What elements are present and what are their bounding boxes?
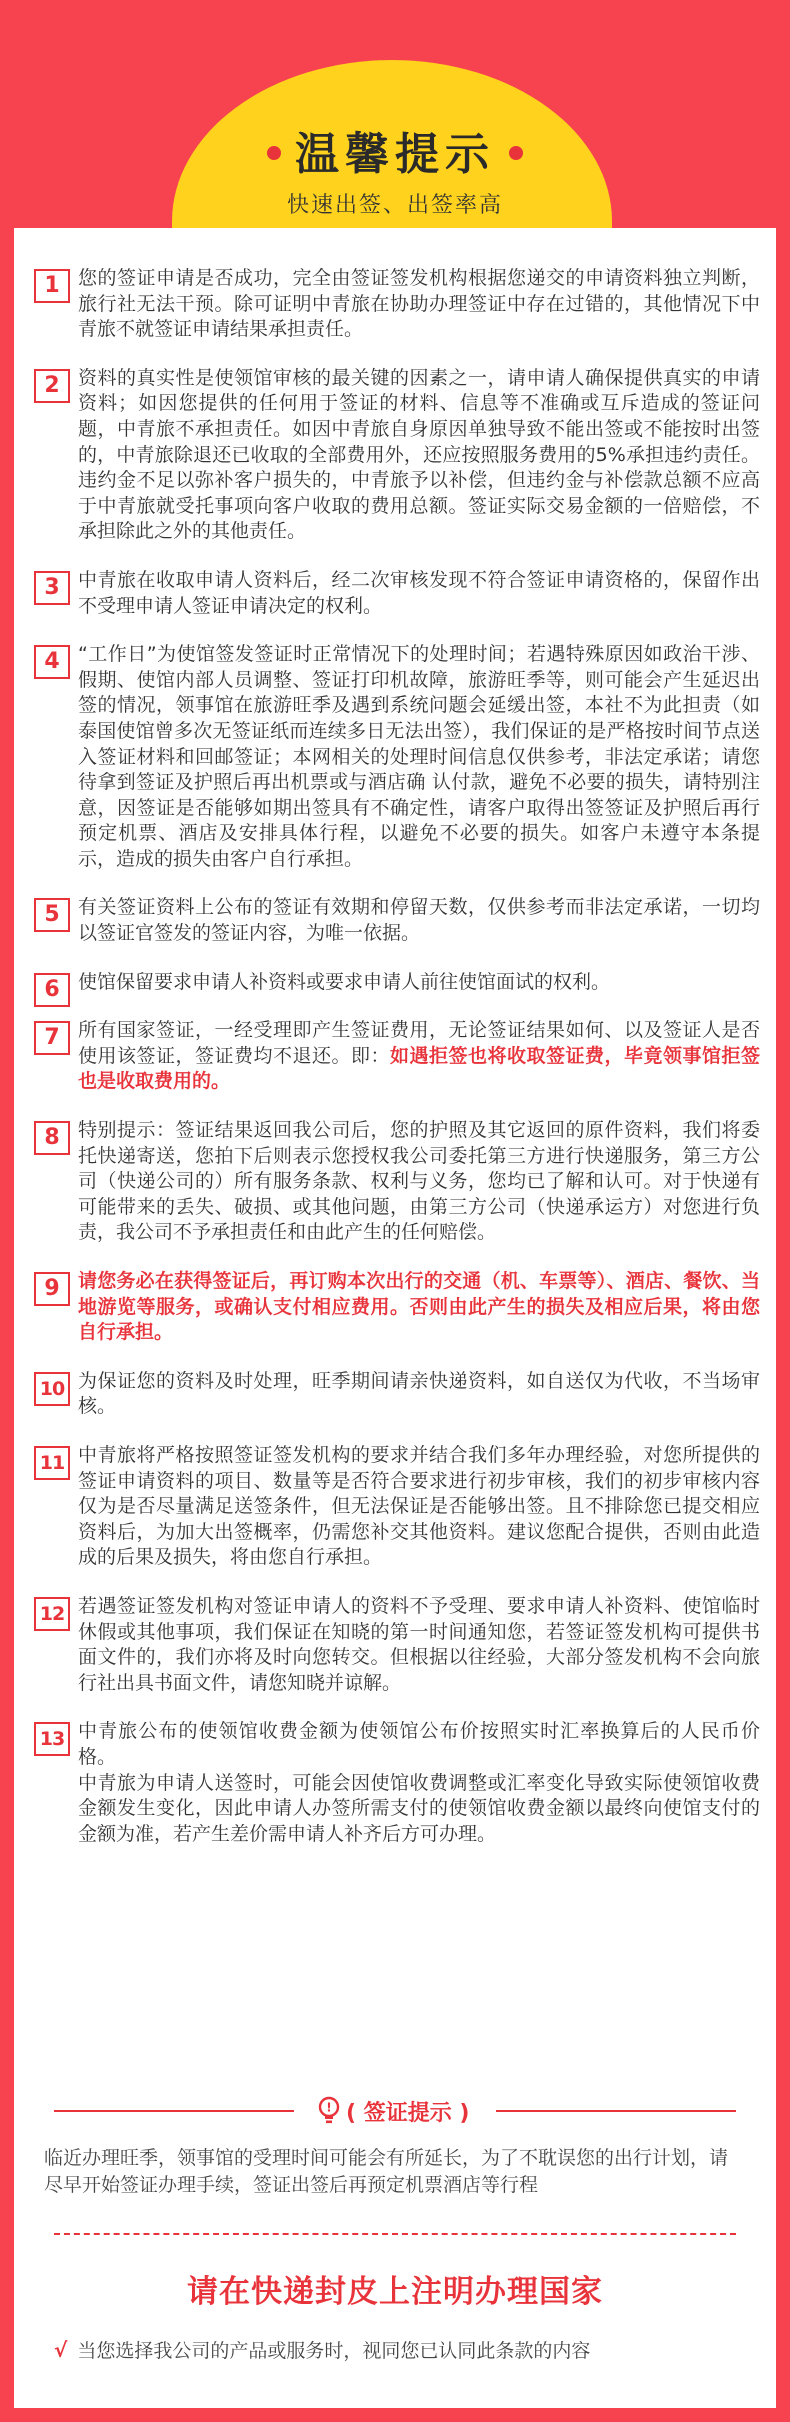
- visa-tip-divider: [14, 2094, 776, 2128]
- content-card: [14, 228, 776, 2408]
- divider-line-right: [496, 2110, 736, 2112]
- item-number-badge: 7: [34, 1021, 70, 1055]
- dashed-divider: [54, 2233, 736, 2235]
- notice-item: [14, 568, 776, 619]
- notice-item: [14, 1018, 776, 1095]
- item-text: [78, 642, 760, 872]
- item-text-segment: 资料的真实性是使领馆审核的最关键的因素之一，请申请人确保提供真实的申请资料；如因您提供的任何用于签证的材料、信息等不准确或互斥造成的签证问题，中青旅不承担责任。如因中青旅自身原因单独导致不能出签或不能按时出签的，中青旅除退还已收取的全部费用外，还应按照服务费用的5%承担违约责任。违约金不足以弥补客户损失的，中青旅予以补偿，但违约金与补偿款总额不应高于中青旅就受托事项向客户收取的费用总额。签证实际交易金额的一倍赔偿，不承担除此之外的其他责任。: [78, 366, 760, 543]
- item-text: [78, 1719, 760, 1847]
- item-text-segment: 中青旅将严格按照签证签发机构的要求并结合我们多年办理经验，对您所提供的签证申请资料的项目、数量等是否符合要求进行初步审核，我们的初步审核内容仅为是否尽量满足送签条件，但无法保证是否能够出签。且不排除您已提交相应资料后，为加大出签概率，仍需您补交其他资料。建议您配合提供，否则由此造成的后果及损失，将由您自行承担。: [78, 1443, 760, 1569]
- notice-item: [14, 970, 776, 1002]
- notice-item: [14, 1369, 776, 1420]
- page-title-row: [0, 118, 790, 182]
- notice-item: [14, 1594, 776, 1696]
- item-text: [78, 1118, 760, 1246]
- item-text-segment: 特别提示：签证结果返回我公司后，您的护照及其它返回的原件资料，我们将委托快递寄送，您拍下后则表示您授权我公司委托第三方进行快递服务，第三方公司（快递公司的）所有服务条款、权利与义务，您均已了解和认可。对于快递有可能带来的丢失、破损、或其他问题，由第三方公司（快递承运方）对您进行负责，我公司不予承担责任和由此产生的任何赔偿。: [78, 1119, 760, 1244]
- item-text: [78, 568, 760, 619]
- item-number-badge: 5: [34, 898, 70, 932]
- visa-tip-label: ( 签证提示 ): [346, 2101, 470, 2126]
- divider-line-left: [54, 2110, 294, 2112]
- item-number-badge: 10: [34, 1372, 70, 1406]
- item-text-segment: 请您务必在获得签证后，再订购本次出行的交通（机、车票等）、酒店、餐饮、当地游览等服务，或确认支付相应费用。否则由此产生的损失及相应后果，将由您自行承担。: [78, 1270, 760, 1344]
- agreement-line: [54, 2336, 754, 2363]
- item-text-segment: 使馆保留要求申请人补资料或要求申请人前往使馆面试的权利。: [78, 970, 611, 993]
- right-dot-icon: [509, 146, 523, 160]
- item-number-badge: 2: [34, 369, 70, 403]
- notice-item: [14, 1269, 776, 1346]
- item-text: [78, 366, 760, 545]
- notice-item: [14, 1118, 776, 1246]
- notice-item: [14, 1719, 776, 1847]
- item-number-badge: 4: [34, 645, 70, 679]
- item-text-segment: 所有国家签证，一经受理即产生签证费用，无论签证结果如何、以及签证人是否使用该签证，签证费均不退还。即：: [78, 1019, 760, 1067]
- notice-item: [14, 642, 776, 872]
- item-text: [78, 1443, 760, 1571]
- item-text-segment: “工作日”为使馆签发签证时正常情况下的处理时间；若遇特殊原因如政治干涉、假期、使馆内部人员调整、签证打印机故障，旅游旺季等，则可能会产生延迟出签的情况，领事馆在旅游旺季及遇到系统问题会延缓出签，本社不为此担责（如泰国使馆曾多次无签证纸而连续多日无法出签），我们保证的是严格按时间节点送入签证材料和回邮签证；本网相关的处理时间信息仅供参考，非法定承诺；请您待拿到签证及护照后再出机票或与酒店确 认付款，避免不必要的损失，请特别注意，因签证是否能够如期出签具有不确定性，请客户取得出签签证及护照后再行预定机票、酒店及安排具体行程，以避免不必要的损失。如客户未遵守本条提示，造成的损失由客户自行承担。: [78, 643, 760, 870]
- item-text: [78, 266, 760, 343]
- courier-notice: 请在快递封皮上注明办理国家: [187, 2274, 603, 2310]
- item-text: [78, 1594, 760, 1696]
- notice-item: [14, 366, 776, 545]
- item-number-badge: 12: [34, 1597, 70, 1631]
- item-number-badge: 11: [34, 1446, 70, 1480]
- notice-list: [14, 266, 776, 1870]
- item-number-badge: 3: [34, 571, 70, 605]
- item-text-segment: 若遇签证签发机构对签证申请人的资料不予受理、要求申请人补资料、使馆临时休假或其他事项，我们保证在知晓的第一时间通知您，若签证签发机构可提供书面文件的，我们亦将及时向您转交。但根据以往经验，大部分签发机构不会向旅行社出具书面文件，请您知晓并谅解。: [78, 1594, 760, 1694]
- check-icon: √: [54, 2338, 68, 2362]
- item-text-highlight: 如遇拒签也将收取签证费，毕竟领事馆拒签也是收取费用的。: [78, 1044, 760, 1093]
- item-text-segment: 您的签证申请是否成功，完全由签证签发机构根据您递交的申请资料独立判断，旅行社无法干预。除可证明中青旅在协助办理签证中存在过错的，其他情况下中青旅不就签证申请结果承担责任。: [78, 267, 760, 341]
- item-number-badge: 8: [34, 1121, 70, 1155]
- left-dot-icon: [267, 146, 281, 160]
- item-text-segment: 有关签证资料上公布的签证有效期和停留天数，仅供参考而非法定承诺，一切均以签证官签发的签证内容，为唯一依据。: [78, 896, 760, 945]
- svg-text:!: !: [326, 2100, 332, 2115]
- notice-item: [14, 895, 776, 946]
- notice-item: [14, 266, 776, 343]
- page-subtitle: 快速出签、出签率高: [286, 193, 503, 218]
- item-number-badge: 1: [34, 269, 70, 303]
- item-text: [78, 970, 760, 996]
- visa-tip-text: 临近办理旺季，领事馆的受理时间可能会有所延长，为了不耽误您的出行计划，请尽早开始签证办理手续，签证出签后再预定机票酒店等行程: [44, 2147, 729, 2196]
- item-number-badge: 9: [34, 1272, 70, 1306]
- notice-item: [14, 1443, 776, 1571]
- item-text: [78, 1269, 760, 1346]
- item-text-segment: 中青旅在收取申请人资料后，经二次审核发现不符合签证申请资格的，保留作出不受理申请人签证申请决定的权利。: [78, 568, 760, 617]
- item-number-badge: 6: [34, 973, 70, 1007]
- item-text-segment: 为保证您的资料及时处理，旺季期间请亲快递资料，如自送仅为代收，不当场审核。: [78, 1369, 760, 1418]
- header-banner: [0, 0, 790, 230]
- lightbulb-icon: [316, 2096, 342, 2126]
- item-text-segment: 中青旅为申请人送签时，可能会因使馆收费调整或汇率变化导致实际使领馆收费金额发生变化，因此申请人办签所需支付的使领馆收费金额以最终向使馆支付的金额为准，若产生差价需申请人补齐后方可办理。: [78, 1771, 760, 1845]
- item-text: [78, 1369, 760, 1420]
- item-text: [78, 895, 760, 946]
- item-number-badge: 13: [34, 1722, 70, 1756]
- page-title: 温馨提示: [295, 129, 495, 180]
- item-text-segment: 中青旅公布的使领馆收费金额为使领馆公布价按照实时汇率换算后的人民币价格。: [78, 1720, 760, 1768]
- item-text: [78, 1018, 760, 1095]
- agreement-text: 当您选择我公司的产品或服务时，视同您已认同此条款的内容: [77, 2340, 591, 2362]
